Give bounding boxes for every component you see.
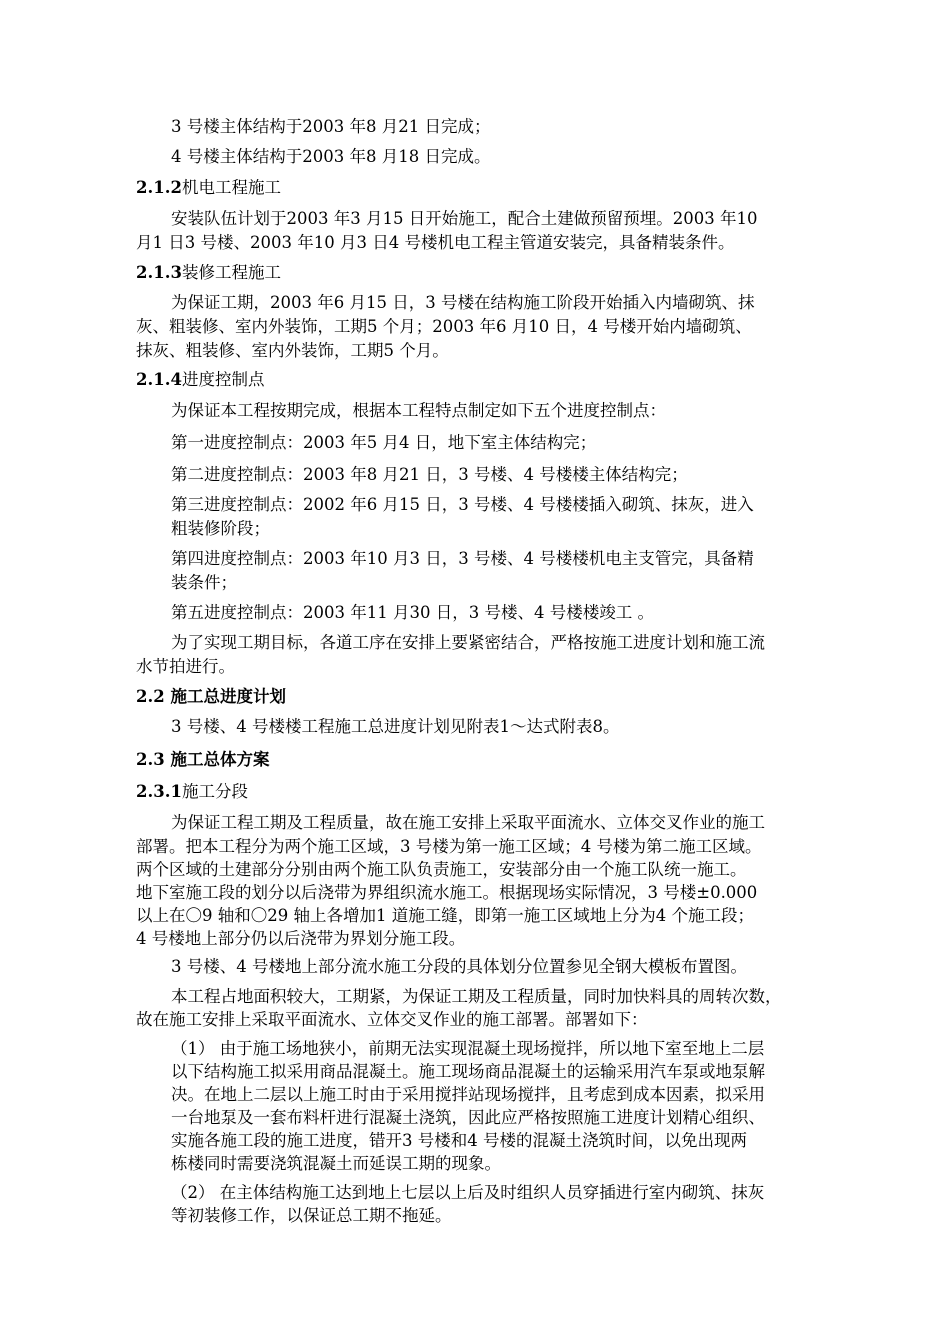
heading-number: 2.1.4 — [136, 370, 182, 389]
paragraph-line: 以上在〇9 轴和〇29 轴上各增加1 道施工缝，即第一施工区域地上分为4 个施工段； — [136, 906, 754, 925]
heading-text: 装修工程施工 — [181, 263, 281, 282]
heading-number: 2.1.3 — [136, 263, 182, 282]
list-item-line: （2） 在主体结构施工达到地上七层以上后及时组织人员穿插进行室内砌筑、抹灰 — [171, 1183, 765, 1202]
paragraph-line: 水节拍进行。 — [136, 657, 235, 676]
section-heading-2-1-3 — [136, 262, 281, 284]
paragraph-line: 4 号楼主体结构于2003 年8 月18 日完成。 — [171, 147, 491, 166]
paragraph-line: 本工程占地面积较大，工期紧，为保证工期及工程质量，同时加快料具的周转次数， — [171, 987, 782, 1006]
paragraph-line: 为保证本工程按期完成，根据本工程特点制定如下五个进度控制点： — [171, 401, 666, 420]
heading-number: 2.1.2 — [136, 178, 182, 197]
paragraph-line: 3 号楼、4 号楼地上部分流水施工分段的具体划分位置参见全钢大模板布置图。 — [171, 957, 747, 976]
paragraph-line: 第五进度控制点：2003 年11 月30 日，3 号楼、4 号楼楼竣工 。 — [171, 603, 654, 622]
section-heading-2-3: 2.3 施工总体方案 — [136, 750, 270, 769]
section-heading-2-2: 2.2 施工总进度计划 — [136, 687, 286, 706]
paragraph-line: 灰、粗装修、室内外装饰，工期5 个月；2003 年6 月10 日，4 号楼开始内墙砌筑、 — [136, 317, 752, 336]
paragraph-line: 为了实现工期目标，各道工序在安排上要紧密结合，严格按施工进度计划和施工流 — [171, 633, 765, 652]
list-item-line: （1） 由于施工场地狭小，前期无法实现混凝土现场搅拌，所以地下室至地上二层 — [171, 1039, 765, 1058]
paragraph-line: 抹灰、粗装修、室内外装饰，工期5 个月。 — [136, 341, 449, 360]
list-item-line: 一台地泵及一套布料杆进行混凝土浇筑，因此应严格按照施工进度计划精心组织、 — [171, 1108, 765, 1127]
paragraph-line: 4 号楼地上部分仍以后浇带为界划分施工段。 — [136, 929, 466, 948]
heading-text: 施工分段 — [181, 782, 248, 801]
paragraph-line: 地下室施工段的划分以后浇带为界组织流水施工。根据现场实际情况，3 号楼±0.000 — [136, 883, 758, 902]
paragraph-line: 为保证工程工期及工程质量，故在施工安排上采取平面流水、立体交叉作业的施工 — [171, 813, 765, 832]
heading-text: 进度控制点 — [181, 370, 265, 389]
paragraph-line: 第一进度控制点：2003 年5 月4 日，地下室主体结构完； — [171, 433, 597, 452]
paragraph-line: 3 号楼主体结构于2003 年8 月21 日完成； — [171, 117, 491, 136]
list-item-line: 栋楼同时需要浇筑混凝土而延误工期的现象。 — [171, 1154, 501, 1173]
heading-number: 2.3.1 — [136, 782, 182, 801]
paragraph-line: 第四进度控制点：2003 年10 月3 日，3 号楼、4 号楼楼机电主支管完，具备精 — [171, 549, 754, 568]
list-item-line: 等初装修工作，以保证总工期不拖延。 — [171, 1206, 452, 1225]
section-heading-2-3-1 — [136, 781, 248, 803]
paragraph-line: 两个区域的土建部分分别由两个施工队负责施工，安装部分由一个施工队统一施工。 — [136, 860, 747, 879]
paragraph-line: 装条件； — [171, 573, 237, 592]
paragraph-line: 安装队伍计划于2003 年3 月15 日开始施工，配合土建做预留预埋。2003 年10 — [171, 209, 758, 228]
paragraph-line: 第三进度控制点：2002 年6 月15 日，3 号楼、4 号楼楼插入砌筑、抹灰，进入 — [171, 495, 754, 514]
paragraph-line: 故在施工安排上采取平面流水、立体交叉作业的施工部署。部署如下： — [136, 1010, 648, 1029]
list-item-line: 以下结构施工拟采用商品混凝土。施工现场商品混凝土的运输采用汽车泵或地泵解 — [171, 1062, 765, 1081]
section-heading-2-1-2 — [136, 177, 281, 199]
section-heading-2-1-4 — [136, 369, 264, 391]
paragraph-line: 为保证工期，2003 年6 月15 日，3 号楼在结构施工阶段开始插入内墙砌筑、抹 — [171, 293, 755, 312]
paragraph-line: 部署。把本工程分为两个施工区域，3 号楼为第一施工区域；4 号楼为第二施工区域。 — [136, 837, 762, 856]
list-item-line: 实施各施工段的施工进度，错开3 号楼和4 号楼的混凝土浇筑时间，以免出现两 — [171, 1131, 747, 1150]
paragraph-line: 第二进度控制点：2003 年8 月21 日，3 号楼、4 号楼楼主体结构完； — [171, 465, 688, 484]
heading-text: 机电工程施工 — [181, 178, 281, 197]
paragraph-line: 3 号楼、4 号楼楼工程施工总进度计划见附表1～达式附表8。 — [171, 717, 620, 736]
list-item-line: 决。在地上二层以上施工时由于采用搅拌站现场搅拌，且考虑到成本因素，拟采用 — [171, 1085, 765, 1104]
paragraph-line: 粗装修阶段； — [171, 519, 270, 538]
paragraph-line: 月1 日3 号楼、2003 年10 月3 日4 号楼机电工程主管道安装完，具备精装条件。 — [136, 233, 735, 252]
